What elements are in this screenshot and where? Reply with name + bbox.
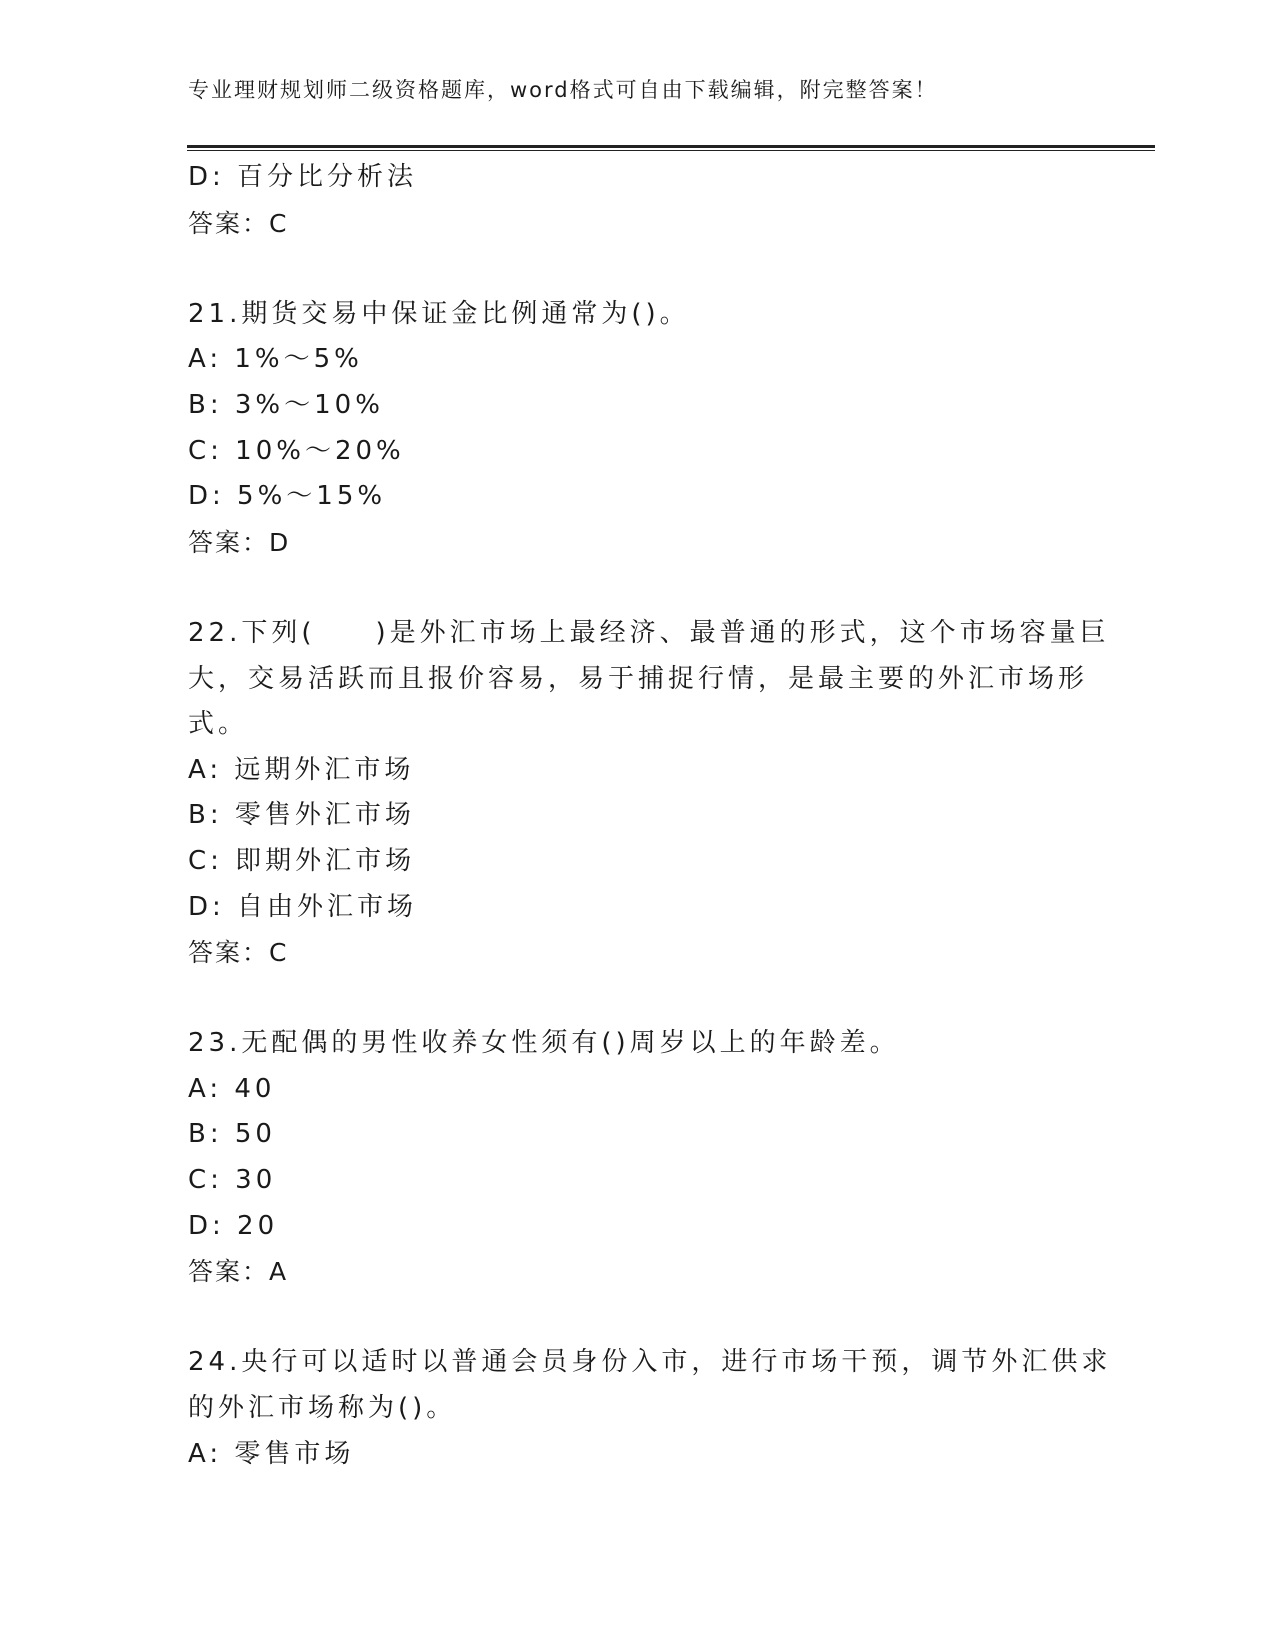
question-23 [188,1021,1088,1295]
question-21 [188,292,1088,566]
option-a: A: 1%～5% [188,344,363,375]
answer: 答案：A [188,1257,289,1287]
option-c: C: 10%～20% [188,435,405,466]
option-c: C: 即期外汇市场 [188,845,416,876]
question-list [188,155,1112,1477]
spacer [188,976,1088,1022]
option-d: D: 20 [188,1210,279,1241]
question-text-line-1: 22.下列( )是外汇市场上最经济、最普通的形式，这个市场容量巨 [188,617,1110,648]
spacer [188,246,1088,292]
question-text: 21.期货交易中保证金比例通常为()。 [188,298,690,329]
option-a: A: 远期外汇市场 [188,754,415,785]
spacer [188,565,1088,611]
option-b: B: 3%～10% [188,389,384,420]
header-divider [187,145,1155,151]
answer: 答案：C [188,208,289,238]
question-text-line-1: 24.央行可以适时以普通会员身份入市，进行市场干预，调节外汇供求 [188,1347,1112,1378]
question-22 [188,611,1110,976]
option-d: D: 5%～15% [188,481,387,512]
option-c: C: 30 [188,1165,277,1196]
answer: 答案：C [188,938,289,968]
question-text: 23.无配偶的男性收养女性须有()周岁以上的年龄差。 [188,1028,900,1059]
question-text-line-3: 式。 [188,709,249,740]
option-d: D: 百分比分析法 [188,162,418,192]
answer: 答案：D [188,527,291,557]
spacer [188,1295,1088,1341]
option-a: A: 40 [188,1073,276,1104]
option-a: A: 零售市场 [188,1438,355,1469]
question-24 [188,1340,1112,1477]
option-d: D: 自由外汇市场 [188,891,418,922]
option-b: B: 50 [188,1119,276,1150]
option-b: B: 零售外汇市场 [188,800,415,831]
page-header: 专业理财规划师二级资格题库，word格式可自由下载编辑，附完整答案！ [188,78,938,102]
question-text-line-2: 大，交易活跃而且报价容易，易于捕捉行情，是最主要的外汇市场形 [188,663,1089,694]
question-text-line-2: 的外汇市场称为()。 [188,1393,457,1424]
